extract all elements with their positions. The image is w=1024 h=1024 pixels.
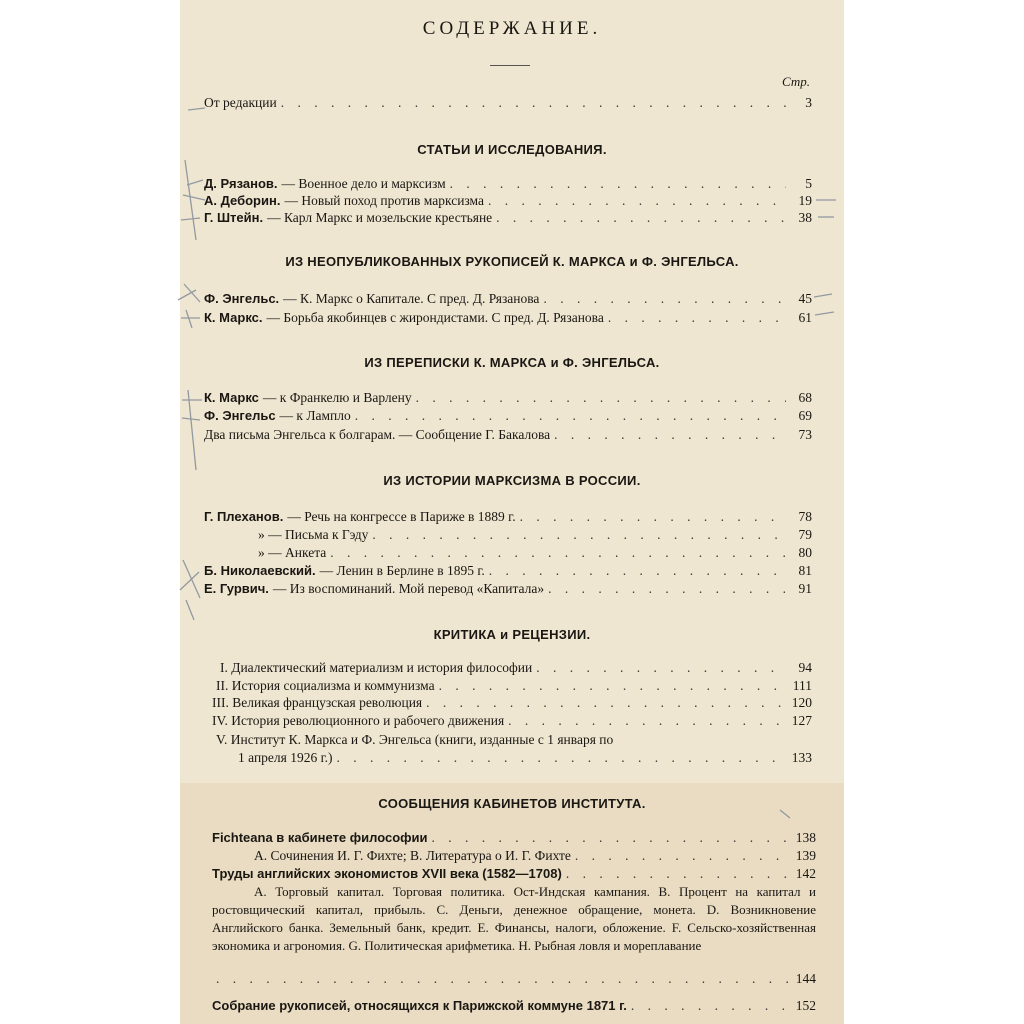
toc-entry[interactable] [204, 580, 812, 598]
entry-page: 5 [805, 176, 812, 191]
entry-author: А. Деборин. [204, 193, 281, 208]
toc-entry[interactable] [204, 426, 812, 444]
entry-page: 133 [791, 750, 812, 765]
entry-page: 69 [798, 408, 812, 423]
entry-title: III. Великая французская революция [212, 695, 423, 710]
dot-leader [575, 847, 790, 865]
dot-leader [281, 94, 786, 112]
dot-leader [432, 829, 790, 847]
entry-title: II. История социализма и коммунизма [216, 678, 435, 693]
entry-title: IV. История революционного и рабочего движения [212, 713, 505, 728]
economists-description: А. Торговый капитал. Торговая политика. Ост-Индская кампания. В. Процент на капитал и ростовщический капитал, прибыль. С. Деньги, денежное обращение, монета. D. Возникновение Английского банка. Земельный банк, кредит. Е. Финансы, налоги, обложение. F. Сельско-хозяйственная экономика и агрономия. G. Политическая арифметика. Н. Рыбная ловля и мореплавание [212, 884, 816, 953]
entry-author: Б. Николаевский. [204, 563, 316, 578]
dot-leader [416, 389, 786, 407]
dot-leader [355, 407, 786, 425]
toc-entry[interactable] [220, 659, 812, 677]
dot-leader [543, 290, 786, 308]
section-heading: СООБЩЕНИЯ КАБИНЕТОВ ИНСТИТУТА. [378, 796, 646, 811]
entry-page: 73 [798, 427, 812, 442]
entry-title: — Из воспоминаний. Мой перевод «Капитала» [272, 581, 545, 596]
dot-leader [439, 677, 786, 695]
entry-page: 94 [798, 660, 812, 675]
toc-entry[interactable] [212, 694, 812, 712]
entry-page: 139 [795, 848, 816, 863]
section-heading: КРИТИКА и РЕЦЕНЗИИ. [433, 627, 591, 642]
dot-leader [548, 580, 786, 598]
toc-entry[interactable] [204, 389, 812, 407]
toc-entry[interactable] [258, 544, 812, 562]
toc-entry[interactable] [212, 712, 812, 730]
dot-leader [554, 426, 786, 444]
page-title: СОДЕРЖАНИЕ. [422, 18, 602, 39]
dot-leader [450, 175, 786, 193]
dot-leader [508, 712, 786, 730]
entry-author: К. Маркс. [204, 310, 263, 325]
entry-page: 61 [798, 310, 812, 325]
toc-entry[interactable] [204, 407, 812, 425]
entry-page: 3 [805, 95, 812, 110]
entry-title: Труды английских экономистов XVII века (1582—1708) [212, 866, 562, 881]
dot-leader [330, 544, 786, 562]
entry-title: — к Лампло [279, 408, 351, 423]
entry-page: 120 [791, 695, 812, 710]
section-heading: СТАТЬИ И ИССЛЕДОВАНИЯ. [417, 142, 607, 157]
entry-author: Г. Штейн. [204, 210, 264, 225]
title-rule [490, 65, 530, 66]
entry-page: 80 [798, 545, 812, 560]
toc-entry[interactable] [204, 192, 812, 210]
entry-page: 142 [795, 866, 816, 881]
dot-leader [520, 508, 786, 526]
document-page [180, 0, 844, 1024]
entry-author: Ф. Энгельс. [204, 291, 280, 306]
entry-page: 138 [795, 830, 816, 845]
description-page-line [212, 970, 816, 988]
dot-leader [426, 694, 786, 712]
entry-page: 78 [798, 509, 812, 524]
toc-entry[interactable] [216, 677, 812, 695]
entry-page: 81 [798, 563, 812, 578]
entry-title: V. Институт К. Маркса и Ф. Энгельса (книги, изданные с 1 января по [216, 732, 614, 747]
dot-leader [337, 749, 787, 767]
entry-page: 91 [798, 581, 812, 596]
dot-leader [488, 192, 786, 210]
toc-entry[interactable] [212, 997, 816, 1015]
section-heading: ИЗ НЕОПУБЛИКОВАННЫХ РУКОПИСЕЙ К. МАРКСА и Ф. ЭНГЕЛЬСА. [285, 254, 739, 269]
entry-title: — Речь на конгрессе в Париже в 1889 г. [287, 509, 516, 524]
entry-title: — Карл Маркс и мозельские крестьяне [267, 210, 493, 225]
entry-page: 152 [795, 998, 816, 1013]
entry-page: 111 [792, 678, 812, 693]
dot-leader [536, 659, 786, 677]
entry-author: Г. Плеханов. [204, 509, 284, 524]
entry-page: 79 [798, 527, 812, 542]
toc-entry[interactable] [204, 508, 812, 526]
dot-leader [372, 526, 786, 544]
toc-entry[interactable] [204, 309, 812, 327]
toc-entry[interactable] [212, 829, 816, 847]
toc-entry[interactable] [204, 562, 812, 580]
toc-entry[interactable] [258, 526, 812, 544]
entry-author: К. Маркс [204, 390, 259, 405]
entry-author: Е. Гурвич. [204, 581, 269, 596]
entry-title: — К. Маркс о Капитале. С пред. Д. Рязанова [283, 291, 540, 306]
dot-leader [631, 997, 790, 1015]
toc-entry[interactable] [212, 865, 816, 883]
entry-title: Собрание рукописей, относящихся к Парижской коммуне 1871 г. [212, 998, 627, 1013]
dot-leader [566, 865, 790, 883]
dot-leader [489, 562, 786, 580]
toc-entry[interactable] [216, 731, 812, 749]
toc-entry[interactable] [204, 175, 812, 193]
entry-title: А. Сочинения И. Г. Фихте; В. Литература о И. Г. Фихте [254, 848, 571, 863]
page-column-label: Стр. [782, 74, 810, 89]
entry-title: Два письма Энгельса к болгарам. — Сообщение Г. Бакалова [204, 427, 551, 442]
entry-title: I. Диалектический материализм и история философии [220, 660, 533, 675]
entry-author: Ф. Энгельс [204, 408, 276, 423]
toc-entry-intro[interactable] [204, 94, 812, 112]
toc-entry[interactable] [238, 749, 812, 767]
entry-title: От редакции [204, 95, 277, 110]
entry-page: 68 [798, 390, 812, 405]
toc-subentry[interactable] [254, 847, 816, 865]
entry-page: 45 [798, 291, 812, 306]
dot-leader [608, 309, 786, 327]
section-heading: ИЗ ПЕРЕПИСКИ К. МАРКСА и Ф. ЭНГЕЛЬСА. [364, 355, 660, 370]
entry-title: — Ленин в Берлине в 1895 г. [319, 563, 485, 578]
entry-page: 144 [795, 971, 816, 986]
toc-entry[interactable] [204, 290, 812, 308]
entry-author: Д. Рязанов. [204, 176, 278, 191]
entry-title: — Новый поход против марксизма [284, 193, 485, 208]
section-heading: ИЗ ИСТОРИИ МАРКСИЗМА В РОССИИ. [383, 473, 641, 488]
entry-title: — к Франкелю и Варлену [262, 390, 412, 405]
entry-title: » — Анкета [258, 545, 327, 560]
entry-title: Fichteana в кабинете философии [212, 830, 428, 845]
dot-leader [496, 209, 786, 227]
entry-title: — Борьба якобинцев с жирондистами. С пред. Д. Рязанова [266, 310, 604, 325]
entry-page: 38 [798, 210, 812, 225]
entry-page: 127 [791, 713, 812, 728]
entry-title: — Военное дело и марксизм [281, 176, 446, 191]
entry-title: » — Письма к Гэду [258, 527, 369, 542]
toc-entry[interactable] [204, 209, 812, 227]
entry-page: 19 [798, 193, 812, 208]
dot-leader [216, 970, 790, 988]
entry-title: 1 апреля 1926 г.) [238, 750, 333, 765]
